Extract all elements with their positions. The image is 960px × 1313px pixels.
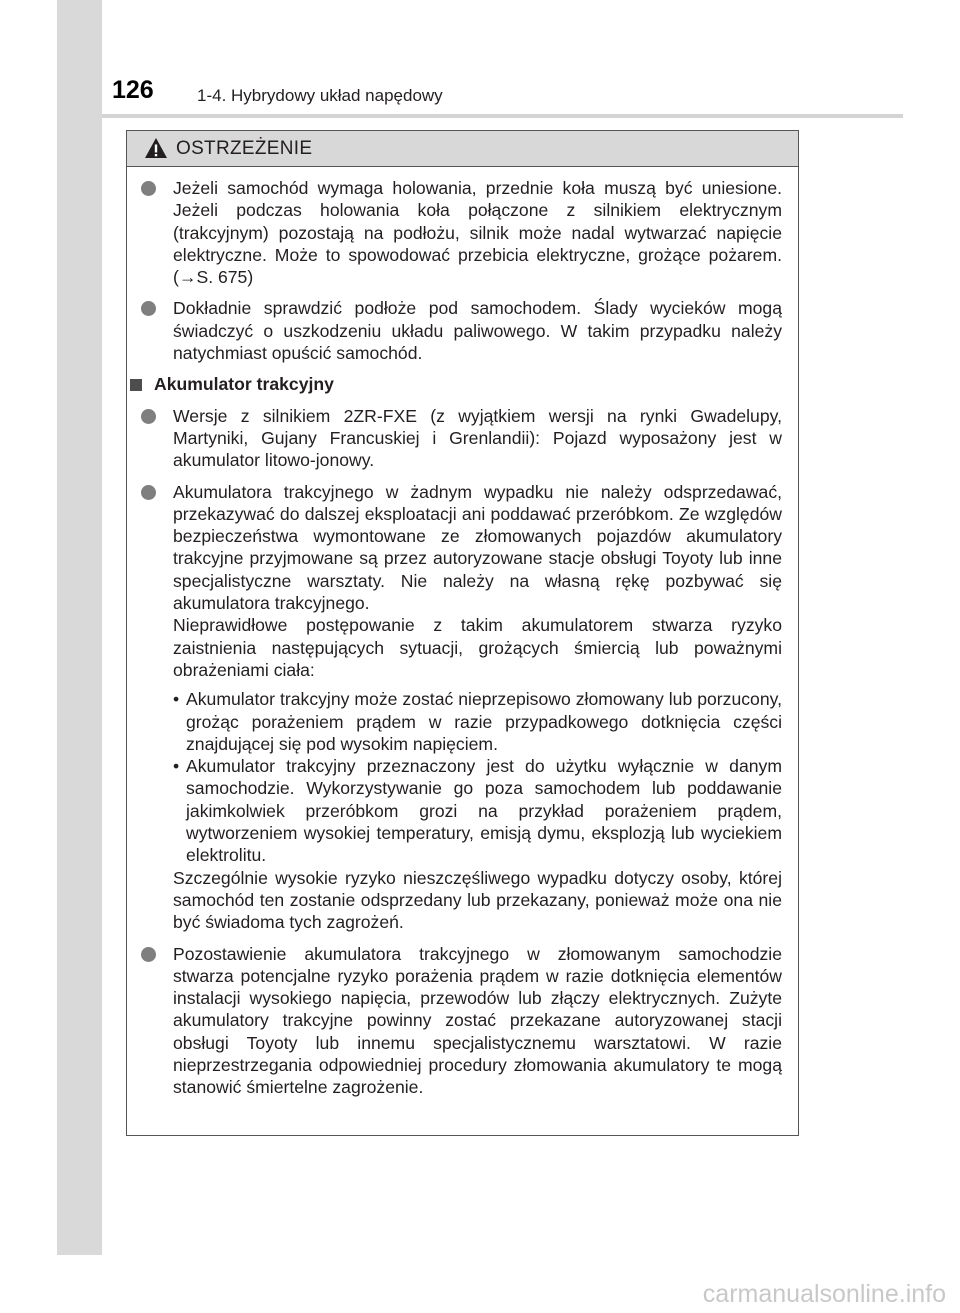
dot-bullet-icon: •	[173, 689, 180, 710]
dot-list-text: Akumulator trakcyjny może zostać nieprzepisowo złomowany lub porzucony, grożąc porażeniem prądem w razie przypadkowego dotknięcia części znajdującej się pod wysokim napięciem.	[186, 689, 782, 754]
bullet-icon	[141, 297, 157, 364]
page-number: 126	[112, 76, 154, 104]
header-divider	[102, 114, 903, 118]
warning-triangle-icon	[144, 137, 168, 159]
bullet-icon	[141, 943, 157, 1099]
warning-body	[127, 167, 798, 1099]
warning-item	[130, 177, 782, 288]
side-bar	[57, 0, 102, 1255]
battery-item-text: Wersje z silnikiem 2ZR-FXE (z wyjątkiem wersji na rynki Gwadelupy, Martyniki, Gujany Francuskiej i Grenlandii): Pojazd wyposażony jest w akumulator litowo-jonowy.	[173, 405, 782, 471]
battery-item-content	[173, 481, 782, 934]
bullet-icon	[141, 481, 157, 934]
closing-paragraph: Szczególnie wysokie ryzyko nieszczęśliwego wypadku dotyczy osoby, której samochód ten zostanie odsprzedany lub przekazany, ponieważ może ona nie być świadoma tych zagrożeń.	[173, 867, 782, 933]
dot-list-item	[173, 688, 782, 755]
subheading-text: Akumulator trakcyjny	[154, 374, 334, 395]
battery-item	[130, 943, 782, 1099]
dot-bullet-icon: •	[173, 756, 180, 777]
subheading	[130, 373, 782, 395]
battery-item	[130, 405, 782, 472]
battery-item	[130, 481, 782, 934]
warning-title: OSTRZEŻENIE	[176, 137, 313, 159]
square-bullet-icon	[130, 379, 142, 391]
bullet-icon	[141, 405, 157, 472]
battery-item-text: Pozostawienie akumulatora trakcyjnego w złomowanym samochodzie stwarza potencjalne ryzyko porażenia prądem w razie dotknięcia elementów instalacji wysokiego napięcia, przewodów lub złączy elektrycznych. Zużyte akumulatory trakcyjne powinny zostać przekazane autoryzowanej stacji obsługi Toyoty lub innemu specjalistycznemu warsztatowi. W razie nieprzestrzegania odpowiedniej procedury złomowania akumulatory te mogą stanowić śmiertelne zagrożenie.	[173, 943, 782, 1098]
dot-list-text: Akumulator trakcyjny przeznaczony jest do użytku wyłącznie w danym samochodzie. Wykorzystywanie go poza samochodem lub poddawanie jakimkolwiek przeróbkom grozi na przykład porażeniem prądem, wytworzeniem wysokiej temperatury, emisją dymu, eksplozją lub wyciekiem elektrolitu.	[186, 756, 782, 866]
battery-item-paragraph: Nieprawidłowe postępowanie z takim akumulatorem stwarza ryzyko zaistnienia następujących sytuacji, grożących śmiercią lub poważnymi obrażeniami ciała:	[173, 615, 782, 680]
warning-item-text: Dokładnie sprawdzić podłoże pod samochodem. Ślady wycieków mogą świadczyć o uszkodzeniu układu paliwowego. W takim przypadku należy natychmiast opuścić samochód.	[173, 298, 782, 364]
watermark: carmanualsonline.info	[702, 1280, 946, 1308]
bullet-icon	[141, 177, 157, 288]
warning-box	[126, 130, 799, 1136]
warning-header	[127, 131, 798, 167]
warning-item-text: Jeżeli samochód wymaga holowania, przednie koła muszą być uniesione. Jeżeli podczas holowania koła połączone z silnikiem elektrycznym (trakcyjnym) pozostają na podłożu, silnik może nadal wytwarzać napięcie elektryczne. Może to spowodować przebicia elektryczne, grożące pożarem. (→S. 675)	[173, 178, 782, 288]
battery-item-text: Akumulatora trakcyjnego w żadnym wypadku nie należy odsprzedawać, przekazywać do dalszej eksploatacji ani poddawać przeróbkom. Ze względów bezpieczeństwa wymontowane ze złomowanych pojazdów akumulatory trakcyjne przyjmowane są przez autoryzowane stacje obsługi Toyoty lub inne specjalistyczne warsztaty. Nie należy na własną rękę pozbywać się akumulatora trakcyjnego.	[173, 481, 782, 614]
section-title: 1-4. Hybrydowy układ napędowy	[197, 86, 443, 105]
dot-list	[173, 688, 782, 866]
dot-list-item	[173, 755, 782, 866]
warning-item	[130, 297, 782, 364]
